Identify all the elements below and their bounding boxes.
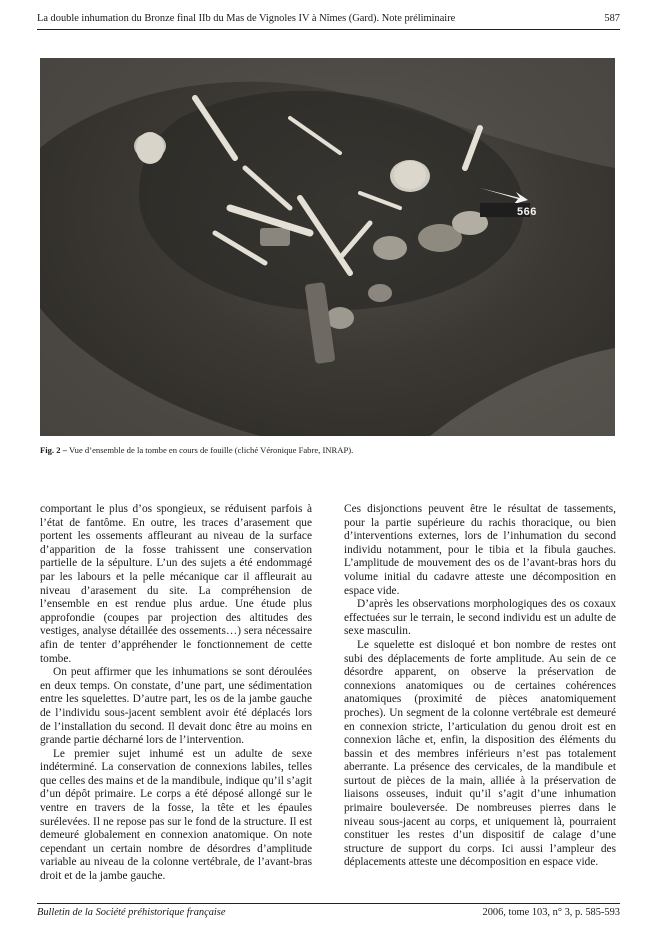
- scale-label: 566: [517, 206, 537, 218]
- figure-label: Fig. 2 –: [40, 445, 67, 455]
- excavation-photo-drawing: [40, 58, 615, 436]
- left-column: [40, 503, 312, 884]
- paragraph: comportant le plus d’os spongieux, se réduisent parfois à l’état de fantôme. En outre, les traces d’arasement que portent les ossements affleurant au niveau de la surface d’apparition de la fosse trahissent une conservation partielle de la sépulture. L’un des sujets a été endommagé par les labours et la pelle mécanique car il affleurait au niveau d’arasement du site. La compréhension de l’ensemble en est rendue plus ardue. Une étude plus approfondie (coupes par projection des altitudes des vestiges, analyse détaillée des ossements…) sera nécessaire afin de tenter d’appréhender le fonctionnement de cette tombe.: [40, 503, 312, 665]
- paragraph: Le premier sujet inhumé est un adulte de sexe indéterminé. La conservation de connexions labiles, telles que celles des mains et de la mandibule, indique qu’il s’agit d’un dépôt primaire. Le corps a été déposé allongé sur le ventre en travers de la fosse, la tête et les épaules surélevées. Il ne repose pas sur le fond de la structure. Il est demeuré globalement en connexion anatomique. On note cependant un certain nombre de désordres d’amplitude variable au niveau de la colonne vertébrale, de l’avant-bras droit et de la jambe gauche.: [40, 747, 312, 883]
- paragraph: On peut affirmer que les inhumations se sont déroulées en deux temps. On constate, d’une part, une sédimentation entre les squelettes. D’autre part, les os de la jambe gauche de l’individu sous-jacent semblent avoir été déplacés lors de l’installation du second. Il devait donc être au moins en grande partie décharné lors de l’intervention.: [40, 666, 312, 747]
- issue-reference: 2006, tome 103, n° 3, p. 585-593: [482, 907, 620, 918]
- running-title: La double inhumation du Bronze final IIb du Mas de Vignoles IV à Nîmes (Gard). Note préliminaire: [37, 13, 456, 24]
- excavation-photo: [40, 58, 615, 436]
- paragraph: Ces disjonctions peuvent être le résultat de tassements, pour la partie supérieure du rachis thoracique, ou bien d’interventions externes, lors de l’inhumation du second individu notamment, pour le tibia et la fibula gauches. L’amplitude de mouvement des os de l’avant-bras hors du volume initial du cadavre atteste une décomposition en espace vide.: [344, 503, 616, 597]
- paragraph: D’après les observations morphologiques des os coxaux effectuées sur le terrain, le second individu est un adulte de sexe masculin.: [344, 598, 616, 638]
- figure-caption: [40, 444, 615, 456]
- right-column: [344, 503, 616, 870]
- footer: [37, 906, 620, 920]
- header-rule: [37, 29, 620, 30]
- paragraph: Le squelette est disloqué et bon nombre de restes ont subi des déplacements de forte amplitude. Au sein de ce désordre apparent, on observe la préservation de connexions anatomiques ou de certaines cohérences anatomiques (proximité de pièces anatomiquement proches). Un segment de la colonne vertébrale est demeuré en connexion stricte, l’articulation du genou droit est en connexion lâche et, enfin, la disposition des éléments du bassin et des membres inférieurs n’est pas totalement aberrante. La présence des cervicales, de la mandibule et surtout de pièces de la main, alliée à la préservation de liaisons osseuses, induit qu’il s’agit d’une inhumation primaire bouleversée. De nombreuses pierres dans le niveau sous-jacent au corps, et uniquement là, pourraient constituer les restes d’un dispositif de calage d’une structure de support du corps. Ici aussi l’ampleur des déplacements atteste une décomposition en espace vide.: [344, 638, 616, 869]
- journal-name: Bulletin de la Société préhistorique française: [37, 907, 226, 918]
- page-number: 587: [604, 13, 620, 24]
- footer-rule: [37, 903, 620, 904]
- running-header: [37, 11, 620, 27]
- figure-caption-text: Vue d’ensemble de la tombe en cours de fouille (cliché Véronique Fabre, INRAP).: [66, 445, 354, 455]
